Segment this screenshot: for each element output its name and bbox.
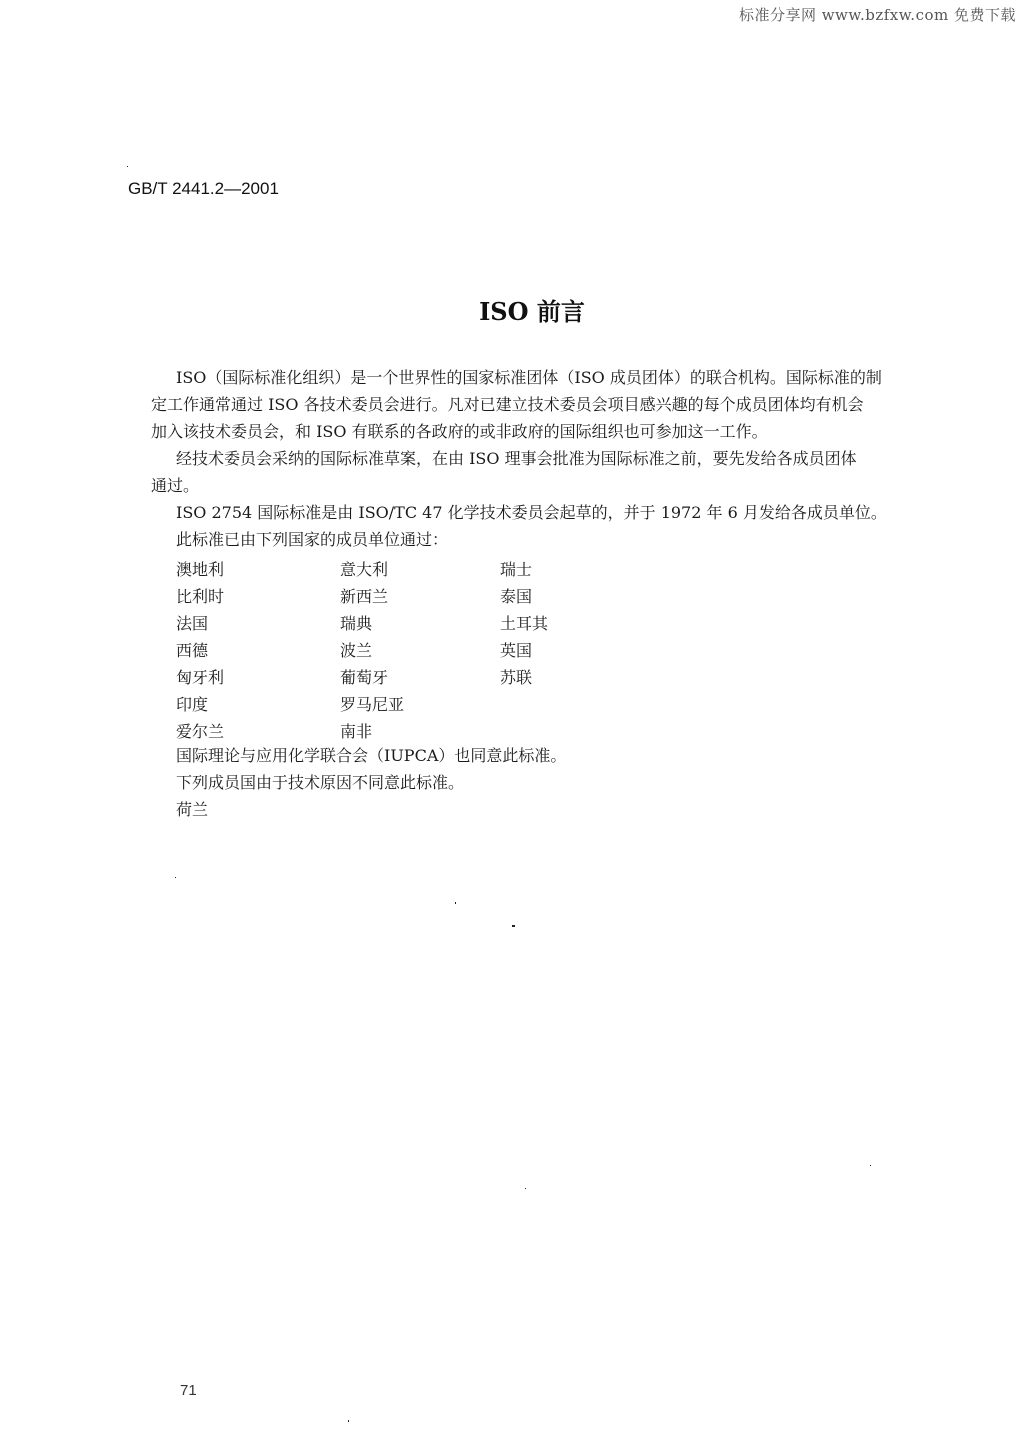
country-cell: 苏联 (500, 668, 533, 687)
scan-speck (175, 877, 176, 878)
country-cell: 比利时 (176, 587, 225, 606)
country-row (176, 555, 676, 582)
paragraph-1-line-2: 定工作通常通过 ISO 各技术委员会进行。凡对已建立技术委员会项目感兴趣的每个成员团体均有机会 (151, 395, 864, 414)
page-number: 71 (180, 1382, 197, 1399)
country-cell: 澳地利 (176, 560, 225, 579)
country-cell: 土耳其 (500, 614, 549, 633)
after-list-notes (176, 742, 566, 823)
scan-speck (127, 166, 128, 167)
country-row (176, 690, 676, 717)
country-cell: 瑞士 (500, 560, 533, 579)
country-cell: 匈牙利 (176, 668, 225, 687)
iupac-note: 国际理论与应用化学联合会（IUPCA）也同意此标准。 (176, 746, 567, 765)
country-cell: 罗马尼亚 (340, 695, 405, 714)
scan-speck (525, 1188, 526, 1189)
country-list (176, 555, 676, 744)
country-cell: 南非 (340, 722, 373, 741)
country-row (176, 609, 676, 636)
paragraph-2-line-2: 通过。 (151, 476, 200, 495)
scan-speck (512, 925, 515, 927)
paragraph-3: ISO 2754 国际标准是由 ISO/TC 47 化学技术委员会起草的，并于 1972 年 6 月发给各成员单位。 (176, 503, 887, 522)
country-cell: 印度 (176, 695, 209, 714)
paragraph-2-line-1: 经技术委员会采纳的国际标准草案，在由 ISO 理事会批准为国际标准之前，要先发给各成员团体 (176, 449, 857, 468)
body-text (151, 364, 946, 553)
scan-speck (348, 1420, 349, 1422)
paragraph-4: 此标准已由下列国家的成员单位通过： (176, 530, 449, 549)
country-row (176, 636, 676, 663)
country-cell: 泰国 (500, 587, 533, 606)
country-cell: 爱尔兰 (176, 722, 225, 741)
scan-speck (455, 902, 456, 904)
page-title: ISO 前言 (479, 297, 585, 326)
disagree-note: 下列成员国由于技术原因不同意此标准。 (176, 773, 465, 792)
country-cell: 新西兰 (340, 587, 389, 606)
country-cell: 英国 (500, 641, 533, 660)
country-cell: 波兰 (340, 641, 373, 660)
country-row (176, 717, 676, 744)
country-cell: 瑞典 (340, 614, 373, 633)
standard-code: GB/T 2441.2—2001 (128, 179, 279, 198)
country-cell: 意大利 (340, 560, 389, 579)
country-cell: 西德 (176, 641, 209, 660)
paragraph-1-line-3: 加入该技术委员会，和 ISO 有联系的各政府的或非政府的国际组织也可参加这一工作。 (151, 422, 768, 441)
scan-speck (870, 1165, 871, 1166)
watermark-text: 标准分享网 www.bzfxw.com 免费下载 (738, 6, 1016, 24)
disagree-country: 荷兰 (176, 800, 209, 819)
country-cell: 葡萄牙 (340, 668, 389, 687)
country-row (176, 582, 676, 609)
country-row (176, 663, 676, 690)
paragraph-1-line-1: ISO（国际标准化组织）是一个世界性的国家标准团体（ISO 成员团体）的联合机构。国际标准的制 (176, 368, 882, 387)
country-cell: 法国 (176, 614, 209, 633)
